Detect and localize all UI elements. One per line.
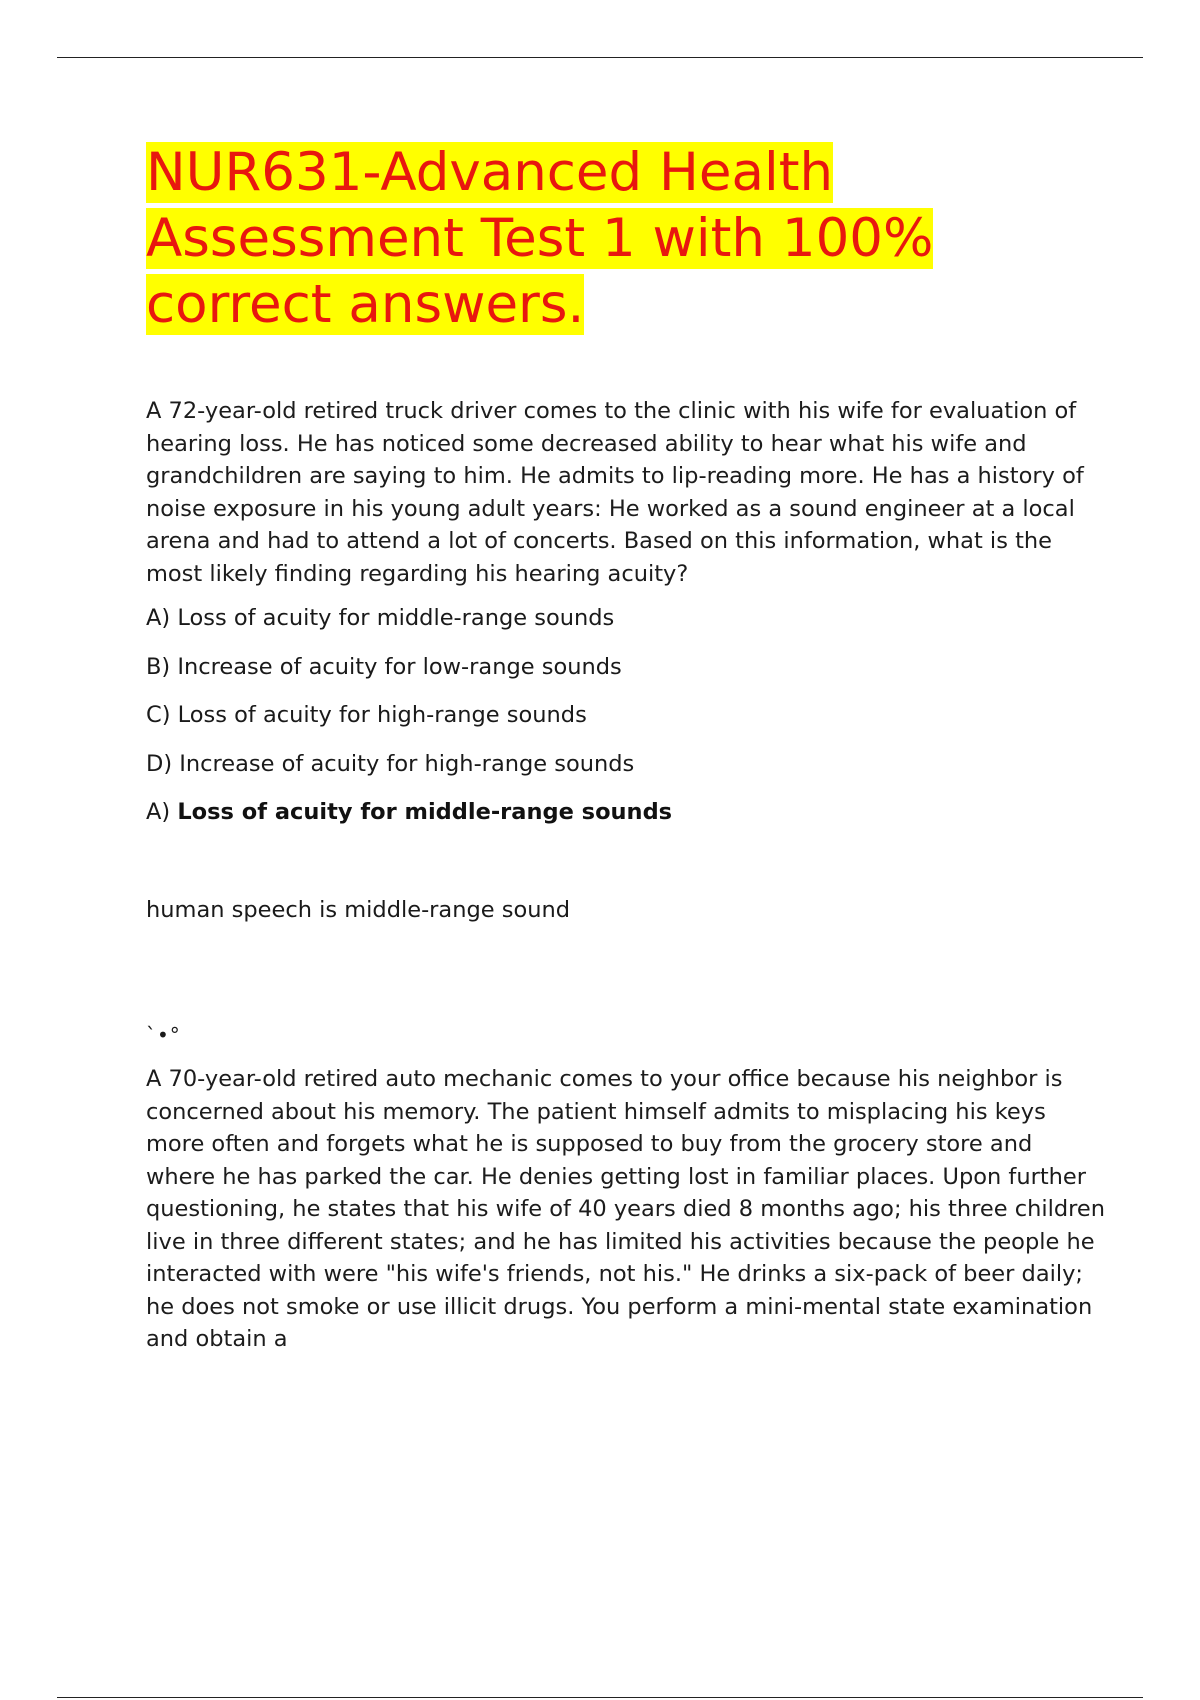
question-2-text: A 70-year-old retired auto mechanic comes to your office because his neighbor is concerned about his memory. The patient himself admits to misplacing his keys more often and forgets what he is supposed to buy from the grocery store and where he has parked the car. He denies getting lost in familiar places. Upon further questioning, he states that his wife of 40 years died 8 months ago; his three children live in three different states; and he has limited his activities because the people he interacted with were "his wife's friends, not his." He drinks a six-pack of beer daily; he does not smoke or use illicit drugs. You perform a mini-mental state examination and obtain a xyxy=(146,1066,1106,1352)
question-1-option-d: D) Increase of acuity for high-range sounds xyxy=(146,750,635,777)
question-1-text: A 72-year-old retired truck driver comes to the clinic with his wife for evaluation of hearing loss. He has noticed some decreased ability to hear what his wife and grandchildren are saying to him. He admits to lip-reading more. He has a history of noise exposure in his young adult years: He worked as a sound engineer at a local arena and had to attend a lot of concerts. Based on this information, what is the most likely finding regarding his hearing acuity? xyxy=(146,398,1084,587)
question-separator: `•° xyxy=(146,1023,181,1047)
bottom-rule xyxy=(57,1697,1143,1698)
answer-prefix: A) xyxy=(146,799,178,825)
question-1-answer xyxy=(146,796,1106,829)
question-1-rationale: human speech is middle-range sound xyxy=(146,896,571,923)
question-1-option-b: B) Increase of acuity for low-range sounds xyxy=(146,653,622,680)
document-body xyxy=(146,140,1106,1356)
question-1-option-a: A) Loss of acuity for middle-range sounds xyxy=(146,605,615,631)
question-1-option-c: C) Loss of acuity for high-range sounds xyxy=(146,702,587,728)
top-rule xyxy=(57,57,1143,58)
document-title: NUR631-Advanced Health Assessment Test 1 with 100% correct answers. xyxy=(146,142,934,335)
answer-text: Loss of acuity for middle-range sounds xyxy=(177,799,673,825)
